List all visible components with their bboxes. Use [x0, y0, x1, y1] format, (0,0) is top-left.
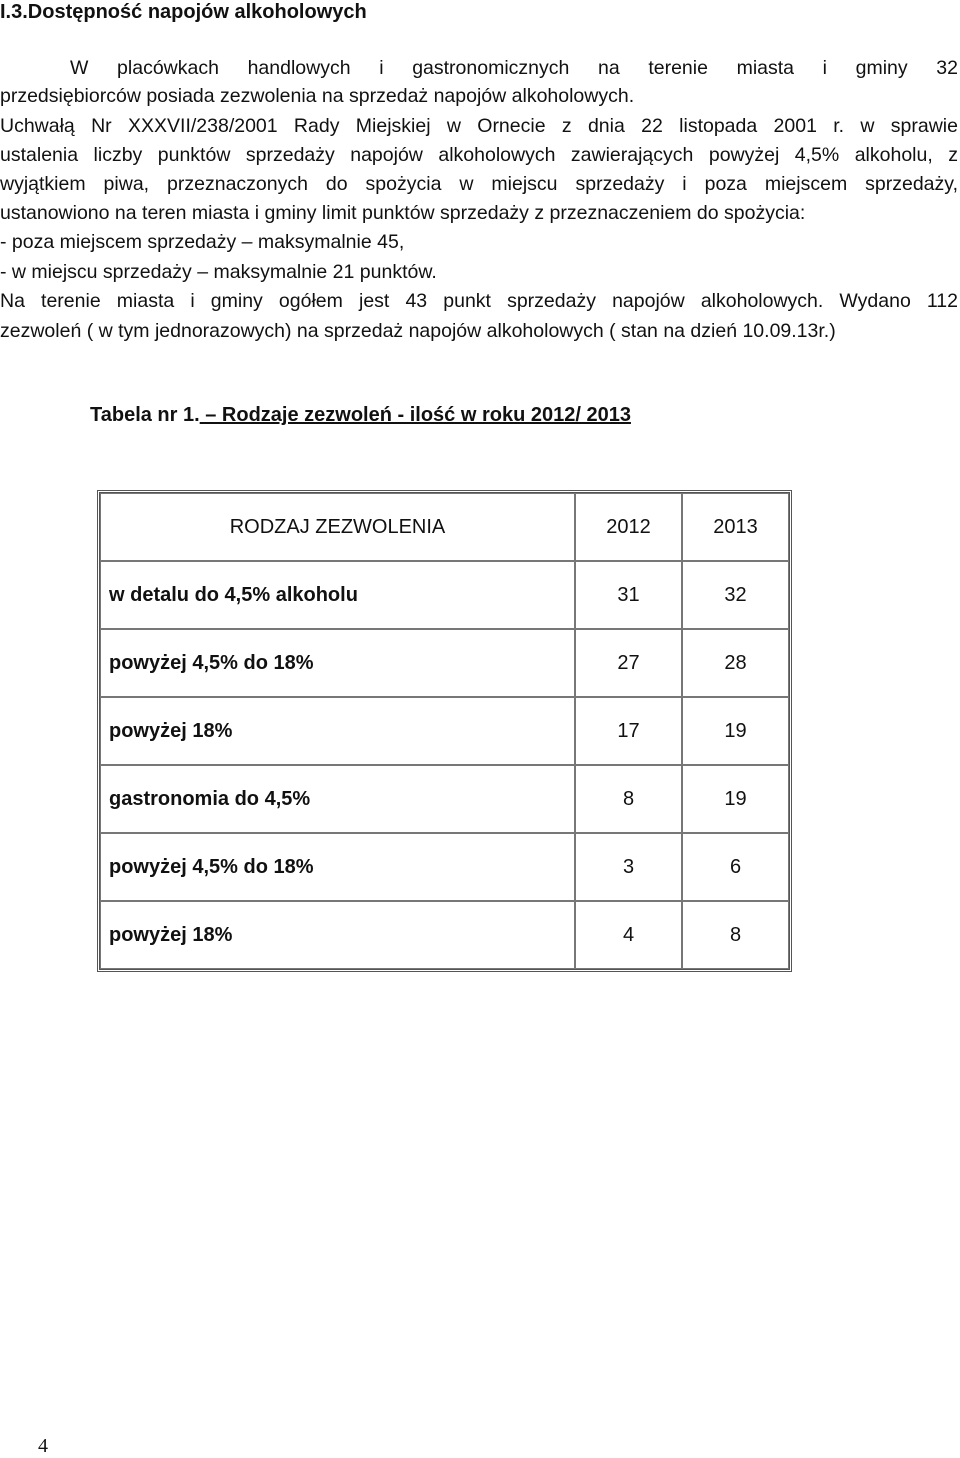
- cell-2013: 19: [682, 765, 789, 833]
- table-row: [100, 833, 789, 901]
- cell-2013: 28: [682, 629, 789, 697]
- cell-2013: 6: [682, 833, 789, 901]
- table-row: [100, 629, 789, 697]
- row-label: powyżej 18%: [100, 901, 575, 969]
- cell-2013: 19: [682, 697, 789, 765]
- cell-2012: 4: [575, 901, 682, 969]
- list-item: - w miejscu sprzedaży – maksymalnie 21 punktów.: [0, 261, 437, 283]
- permits-table: [97, 490, 792, 972]
- cell-2012: 3: [575, 833, 682, 901]
- table-row: [100, 561, 789, 629]
- table-row: [100, 901, 789, 969]
- header-2013: 2013: [682, 493, 789, 561]
- list-item: - poza miejscem sprzedaży – maksymalnie 45,: [0, 231, 405, 253]
- paragraph-line: W placówkach handlowych i gastronomicznych na terenie miasta i gminy 32: [70, 57, 958, 79]
- header-type: RODZAJ ZEZWOLENIA: [100, 493, 575, 561]
- paragraph-line: Na terenie miasta i gminy ogółem jest 43 punkt sprzedaży napojów alkoholowych. Wydano 112: [0, 290, 958, 312]
- table-header-row: [100, 493, 789, 561]
- table-row: [100, 697, 789, 765]
- row-label: powyżej 18%: [100, 697, 575, 765]
- table-row: [100, 765, 789, 833]
- row-label: w detalu do 4,5% alkoholu: [100, 561, 575, 629]
- cell-2013: 8: [682, 901, 789, 969]
- header-2012: 2012: [575, 493, 682, 561]
- cell-2013: 32: [682, 561, 789, 629]
- paragraph-line: wyjątkiem piwa, przeznaczonych do spożycia w miejscu sprzedaży i poza miejscem sprzedaży,: [0, 173, 958, 195]
- table-caption: [90, 404, 631, 427]
- paragraph-line: ustanowiono na teren miasta i gminy limit punktów sprzedaży z przeznaczeniem do spożycia:: [0, 202, 806, 224]
- row-label: powyżej 4,5% do 18%: [100, 629, 575, 697]
- table-caption-title: – Rodzaje zezwoleń - ilość w roku 2012/ 2013: [199, 404, 631, 426]
- cell-2012: 31: [575, 561, 682, 629]
- row-label: gastronomia do 4,5%: [100, 765, 575, 833]
- paragraph-line: zezwoleń ( w tym jednorazowych) na sprzedaż napojów alkoholowych ( stan na dzień 10.09.13r.): [0, 320, 836, 342]
- cell-2012: 17: [575, 697, 682, 765]
- page-number: 4: [38, 1435, 48, 1457]
- paragraph-line: przedsiębiorców posiada zezwolenia na sprzedaż napojów alkoholowych.: [0, 85, 635, 107]
- row-label: powyżej 4,5% do 18%: [100, 833, 575, 901]
- table-caption-prefix: Tabela nr 1.: [90, 404, 200, 426]
- cell-2012: 8: [575, 765, 682, 833]
- section-heading: I.3.Dostępność napojów alkoholowych: [0, 1, 367, 23]
- cell-2012: 27: [575, 629, 682, 697]
- paragraph-line: ustalenia liczby punktów sprzedaży napojów alkoholowych zawierających powyżej 4,5% alkoholu, z: [0, 144, 958, 166]
- paragraph-line: Uchwałą Nr XXXVII/238/2001 Rady Miejskiej w Ornecie z dnia 22 listopada 2001 r. w sprawie: [0, 115, 958, 137]
